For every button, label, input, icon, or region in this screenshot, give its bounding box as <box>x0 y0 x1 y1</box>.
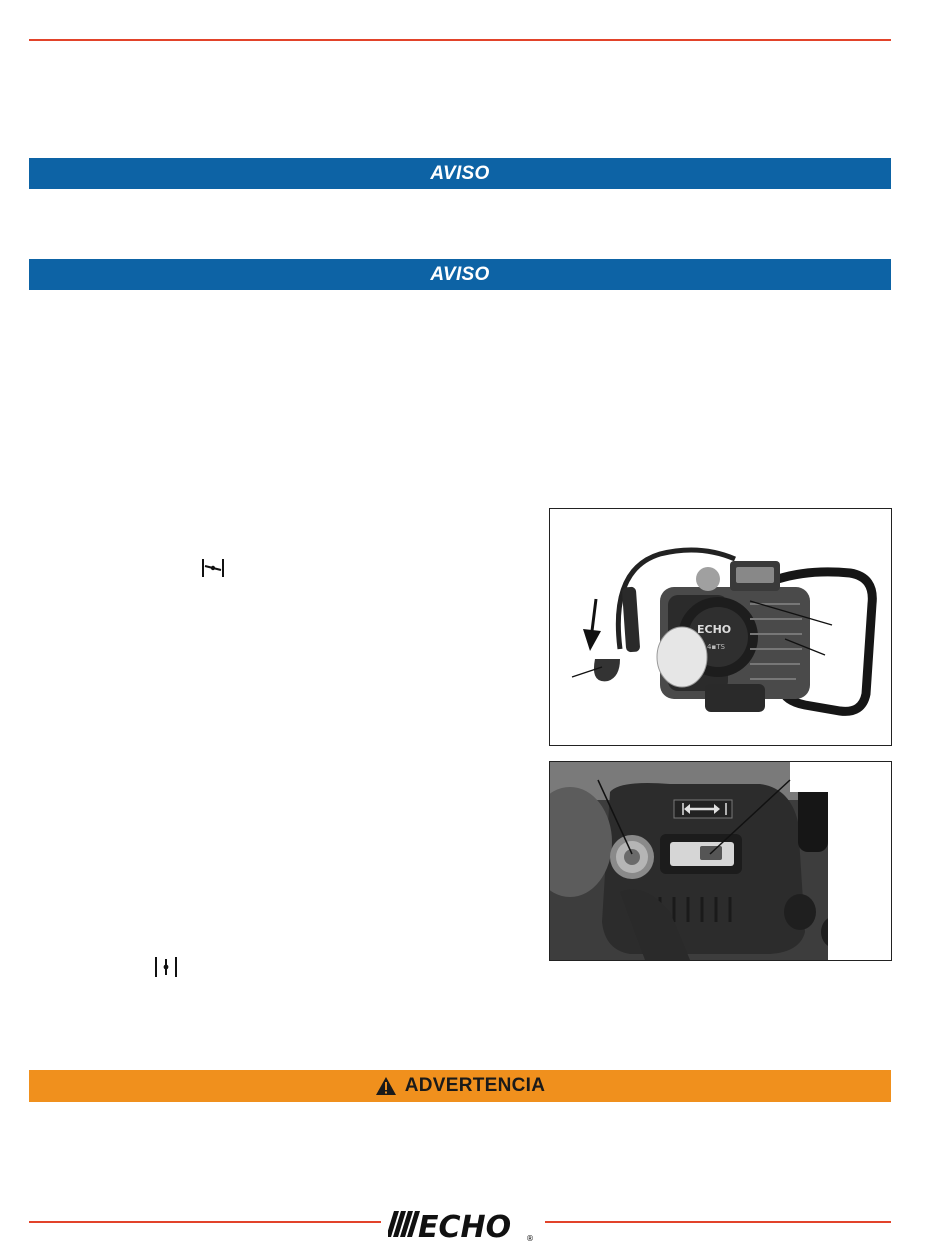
choke-closed-icon <box>201 558 225 578</box>
notice-banner-2 <box>29 259 891 290</box>
warning-banner <box>29 1070 891 1102</box>
warning-label: ADVERTENCIA <box>404 1075 546 1096</box>
engine-figure <box>549 508 892 746</box>
choke-open-icon <box>154 956 178 978</box>
footer-rule-left <box>29 1221 381 1223</box>
notice-banner-1 <box>29 158 891 189</box>
primer-figure <box>549 761 892 961</box>
echo-logo <box>388 1205 538 1243</box>
top-rule <box>29 39 891 41</box>
engine-auger-photo <box>550 509 891 745</box>
warning-triangle-icon <box>375 1076 397 1096</box>
svg-text:ECHO: ECHO <box>697 623 732 636</box>
registered-mark: ® <box>526 1234 534 1243</box>
notice-label: AVISO <box>430 162 490 184</box>
brand-name: ECHO <box>418 1210 512 1243</box>
choke-decal-icon <box>674 800 732 818</box>
notice-label: AVISO <box>430 263 490 285</box>
svg-text:4▪TS: 4▪TS <box>707 643 725 651</box>
footer-rule-right <box>545 1221 891 1223</box>
primer-bulb-and-choke-lever-photo <box>550 762 891 960</box>
